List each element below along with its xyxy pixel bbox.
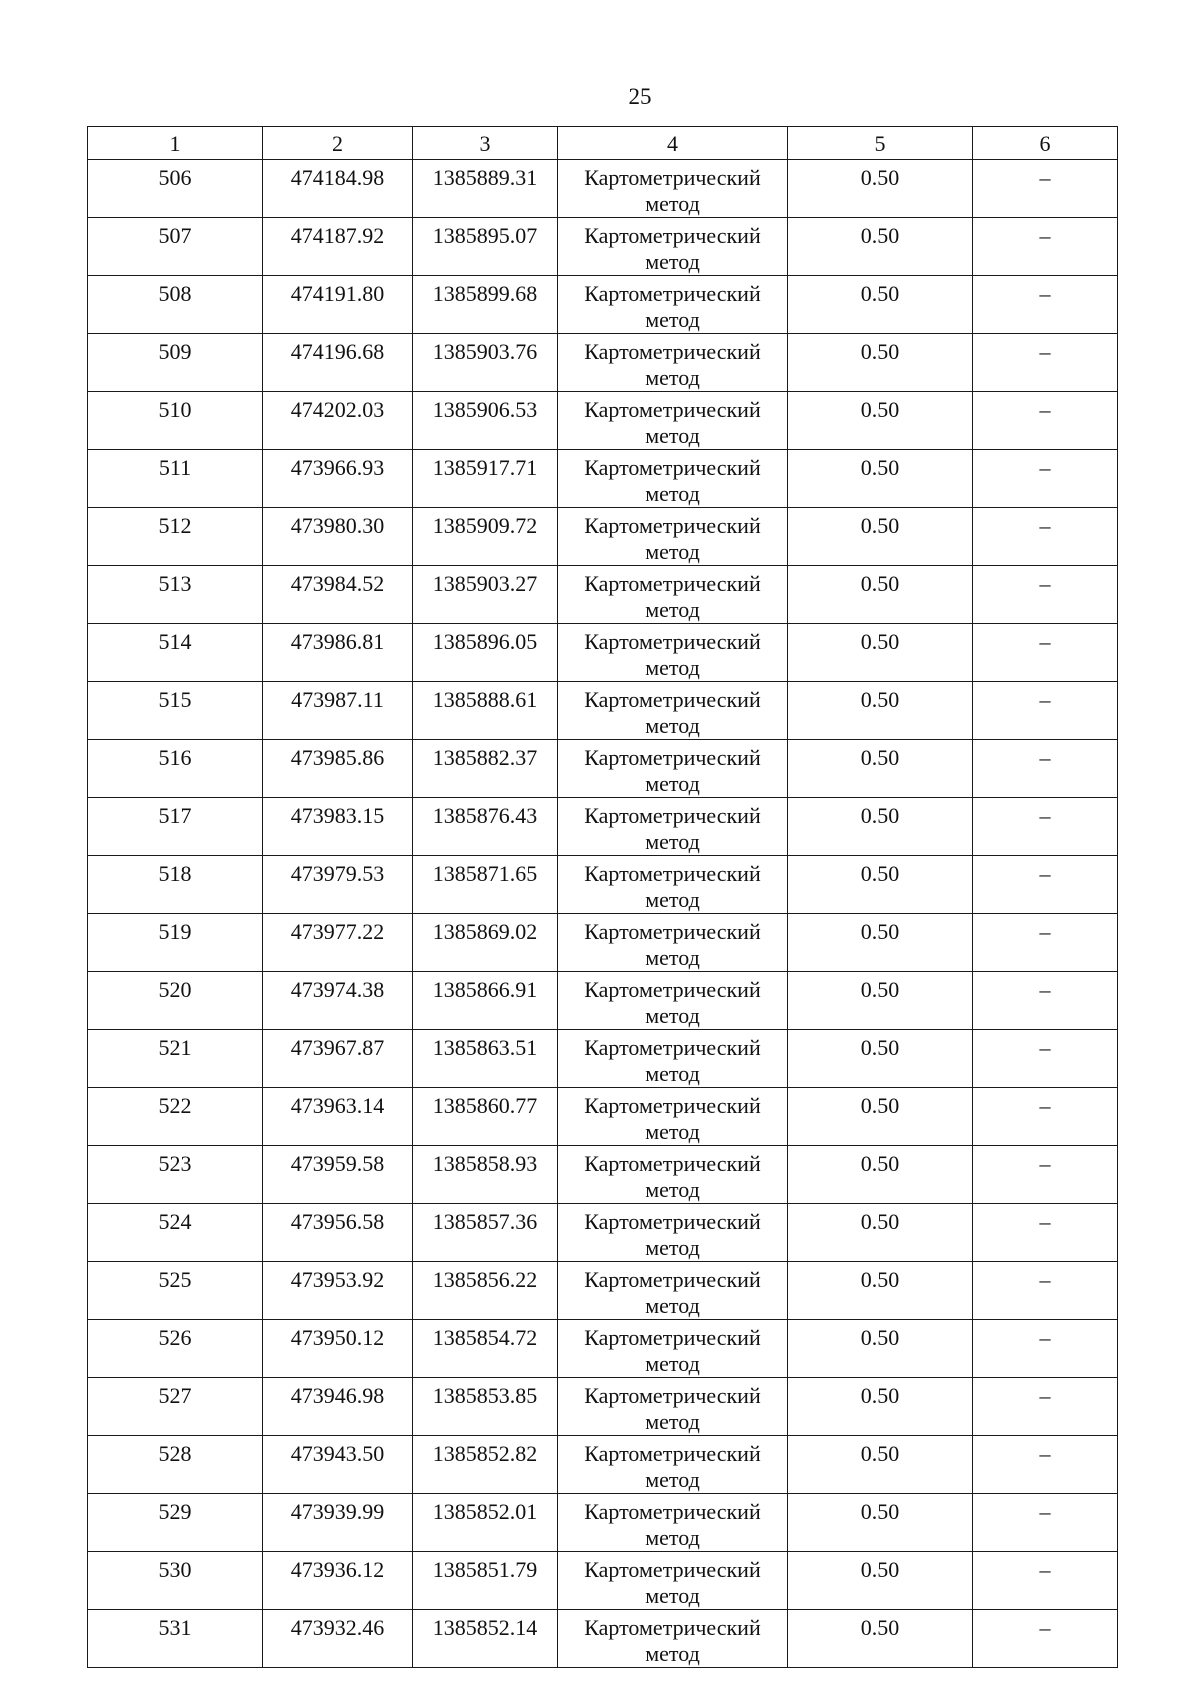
y-coordinate-cell: 1385906.53 xyxy=(413,392,558,450)
y-coordinate-cell: 1385852.01 xyxy=(413,1494,558,1552)
column-header-1: 1 xyxy=(88,127,263,160)
accuracy-cell: 0.50 xyxy=(788,392,973,450)
x-coordinate-cell: 474196.68 xyxy=(263,334,413,392)
description-cell: – xyxy=(973,334,1118,392)
description-cell: – xyxy=(973,1262,1118,1320)
description-cell: – xyxy=(973,856,1118,914)
accuracy-cell: 0.50 xyxy=(788,856,973,914)
method-line-1: Картометрический xyxy=(584,803,761,828)
x-coordinate-cell: 473977.22 xyxy=(263,914,413,972)
x-coordinate-cell: 473986.81 xyxy=(263,624,413,682)
point-number-cell: 512 xyxy=(88,508,263,566)
method-cell xyxy=(558,276,788,334)
method-cell xyxy=(558,1030,788,1088)
y-coordinate-cell: 1385876.43 xyxy=(413,798,558,856)
y-coordinate-cell: 1385869.02 xyxy=(413,914,558,972)
description-cell: – xyxy=(973,1436,1118,1494)
table-row xyxy=(88,1378,1118,1436)
page-number: 25 xyxy=(628,84,652,109)
accuracy-cell: 0.50 xyxy=(788,450,973,508)
method-line-1: Картометрический xyxy=(584,281,761,306)
method-cell xyxy=(558,740,788,798)
table-row xyxy=(88,798,1118,856)
y-coordinate-cell: 1385899.68 xyxy=(413,276,558,334)
x-coordinate-cell: 473974.38 xyxy=(263,972,413,1030)
x-coordinate-cell: 474202.03 xyxy=(263,392,413,450)
accuracy-cell: 0.50 xyxy=(788,740,973,798)
method-line-2: метод xyxy=(645,539,700,564)
y-coordinate-cell: 1385871.65 xyxy=(413,856,558,914)
method-cell xyxy=(558,1320,788,1378)
x-coordinate-cell: 473953.92 xyxy=(263,1262,413,1320)
table-row xyxy=(88,392,1118,450)
x-coordinate-cell: 473939.99 xyxy=(263,1494,413,1552)
y-coordinate-cell: 1385852.82 xyxy=(413,1436,558,1494)
description-cell: – xyxy=(973,450,1118,508)
x-coordinate-cell: 473956.58 xyxy=(263,1204,413,1262)
description-cell: – xyxy=(973,508,1118,566)
description-cell: – xyxy=(973,1494,1118,1552)
point-number-cell: 518 xyxy=(88,856,263,914)
description-cell: – xyxy=(973,566,1118,624)
table-row xyxy=(88,1494,1118,1552)
accuracy-cell: 0.50 xyxy=(788,1030,973,1088)
accuracy-cell: 0.50 xyxy=(788,1262,973,1320)
accuracy-cell: 0.50 xyxy=(788,1494,973,1552)
method-line-2: метод xyxy=(645,1409,700,1434)
point-number-cell: 526 xyxy=(88,1320,263,1378)
method-cell xyxy=(558,1610,788,1668)
method-line-2: метод xyxy=(645,1293,700,1318)
method-cell xyxy=(558,1436,788,1494)
point-number-cell: 525 xyxy=(88,1262,263,1320)
method-line-2: метод xyxy=(645,597,700,622)
description-cell: – xyxy=(973,914,1118,972)
table-row xyxy=(88,1610,1118,1668)
point-number-cell: 521 xyxy=(88,1030,263,1088)
method-line-1: Картометрический xyxy=(584,1267,761,1292)
method-line-1: Картометрический xyxy=(584,687,761,712)
table-row xyxy=(88,276,1118,334)
point-number-cell: 513 xyxy=(88,566,263,624)
table-row xyxy=(88,566,1118,624)
method-line-2: метод xyxy=(645,1177,700,1202)
point-number-cell: 517 xyxy=(88,798,263,856)
accuracy-cell: 0.50 xyxy=(788,1552,973,1610)
description-cell: – xyxy=(973,160,1118,218)
y-coordinate-cell: 1385857.36 xyxy=(413,1204,558,1262)
method-cell xyxy=(558,1204,788,1262)
method-line-1: Картометрический xyxy=(584,223,761,248)
point-number-cell: 506 xyxy=(88,160,263,218)
table-row xyxy=(88,334,1118,392)
table-row xyxy=(88,740,1118,798)
method-cell xyxy=(558,1146,788,1204)
method-cell xyxy=(558,160,788,218)
coordinates-table xyxy=(87,126,1118,1668)
point-number-cell: 514 xyxy=(88,624,263,682)
method-cell xyxy=(558,624,788,682)
description-cell: – xyxy=(973,1204,1118,1262)
method-line-1: Картометрический xyxy=(584,1209,761,1234)
method-line-2: метод xyxy=(645,945,700,970)
point-number-cell: 524 xyxy=(88,1204,263,1262)
point-number-cell: 529 xyxy=(88,1494,263,1552)
y-coordinate-cell: 1385909.72 xyxy=(413,508,558,566)
method-line-1: Картометрический xyxy=(584,629,761,654)
description-cell: – xyxy=(973,798,1118,856)
method-line-2: метод xyxy=(645,829,700,854)
y-coordinate-cell: 1385903.76 xyxy=(413,334,558,392)
accuracy-cell: 0.50 xyxy=(788,624,973,682)
accuracy-cell: 0.50 xyxy=(788,1610,973,1668)
method-line-1: Картометрический xyxy=(584,1615,761,1640)
accuracy-cell: 0.50 xyxy=(788,972,973,1030)
method-line-2: метод xyxy=(645,655,700,680)
method-cell xyxy=(558,392,788,450)
method-line-1: Картометрический xyxy=(584,513,761,538)
accuracy-cell: 0.50 xyxy=(788,682,973,740)
accuracy-cell: 0.50 xyxy=(788,914,973,972)
description-cell: – xyxy=(973,392,1118,450)
x-coordinate-cell: 473987.11 xyxy=(263,682,413,740)
method-line-1: Картометрический xyxy=(584,1151,761,1176)
x-coordinate-cell: 473966.93 xyxy=(263,450,413,508)
column-header-5: 5 xyxy=(788,127,973,160)
point-number-cell: 507 xyxy=(88,218,263,276)
column-header-4: 4 xyxy=(558,127,788,160)
x-coordinate-cell: 473985.86 xyxy=(263,740,413,798)
method-line-1: Картометрический xyxy=(584,571,761,596)
y-coordinate-cell: 1385854.72 xyxy=(413,1320,558,1378)
method-line-2: метод xyxy=(645,1003,700,1028)
method-line-1: Картометрический xyxy=(584,455,761,480)
method-cell xyxy=(558,1088,788,1146)
accuracy-cell: 0.50 xyxy=(788,508,973,566)
method-cell xyxy=(558,334,788,392)
x-coordinate-cell: 473967.87 xyxy=(263,1030,413,1088)
y-coordinate-cell: 1385917.71 xyxy=(413,450,558,508)
method-cell xyxy=(558,218,788,276)
method-cell xyxy=(558,508,788,566)
point-number-cell: 516 xyxy=(88,740,263,798)
method-line-2: метод xyxy=(645,481,700,506)
accuracy-cell: 0.50 xyxy=(788,1146,973,1204)
y-coordinate-cell: 1385851.79 xyxy=(413,1552,558,1610)
description-cell: – xyxy=(973,740,1118,798)
y-coordinate-cell: 1385888.61 xyxy=(413,682,558,740)
method-line-2: метод xyxy=(645,423,700,448)
x-coordinate-cell: 473932.46 xyxy=(263,1610,413,1668)
table-row xyxy=(88,914,1118,972)
description-cell: – xyxy=(973,1030,1118,1088)
method-line-2: метод xyxy=(645,713,700,738)
table-row xyxy=(88,972,1118,1030)
description-cell: – xyxy=(973,682,1118,740)
accuracy-cell: 0.50 xyxy=(788,1204,973,1262)
point-number-cell: 508 xyxy=(88,276,263,334)
method-cell xyxy=(558,972,788,1030)
method-line-1: Картометрический xyxy=(584,1441,761,1466)
method-line-2: метод xyxy=(645,249,700,274)
point-number-cell: 527 xyxy=(88,1378,263,1436)
point-number-cell: 531 xyxy=(88,1610,263,1668)
accuracy-cell: 0.50 xyxy=(788,1436,973,1494)
y-coordinate-cell: 1385866.91 xyxy=(413,972,558,1030)
accuracy-cell: 0.50 xyxy=(788,334,973,392)
x-coordinate-cell: 473963.14 xyxy=(263,1088,413,1146)
table-row xyxy=(88,1088,1118,1146)
method-line-1: Картометрический xyxy=(584,339,761,364)
accuracy-cell: 0.50 xyxy=(788,1378,973,1436)
method-line-2: метод xyxy=(645,1351,700,1376)
y-coordinate-cell: 1385863.51 xyxy=(413,1030,558,1088)
x-coordinate-cell: 473983.15 xyxy=(263,798,413,856)
table-row xyxy=(88,682,1118,740)
method-cell xyxy=(558,1378,788,1436)
y-coordinate-cell: 1385852.14 xyxy=(413,1610,558,1668)
description-cell: – xyxy=(973,218,1118,276)
accuracy-cell: 0.50 xyxy=(788,276,973,334)
x-coordinate-cell: 473959.58 xyxy=(263,1146,413,1204)
x-coordinate-cell: 474191.80 xyxy=(263,276,413,334)
method-line-1: Картометрический xyxy=(584,1093,761,1118)
method-line-1: Картометрический xyxy=(584,1325,761,1350)
method-line-1: Картометрический xyxy=(584,745,761,770)
method-cell xyxy=(558,566,788,624)
header-row xyxy=(88,127,1118,160)
method-line-1: Картометрический xyxy=(584,165,761,190)
method-line-1: Картометрический xyxy=(584,1499,761,1524)
y-coordinate-cell: 1385889.31 xyxy=(413,160,558,218)
table-header xyxy=(88,127,1118,160)
method-line-2: метод xyxy=(645,1525,700,1550)
accuracy-cell: 0.50 xyxy=(788,1088,973,1146)
method-line-2: метод xyxy=(645,1061,700,1086)
description-cell: – xyxy=(973,1088,1118,1146)
method-line-1: Картометрический xyxy=(584,861,761,886)
table-body xyxy=(88,160,1118,1668)
method-line-2: метод xyxy=(645,1235,700,1260)
method-line-2: метод xyxy=(645,307,700,332)
description-cell: – xyxy=(973,624,1118,682)
method-line-1: Картометрический xyxy=(584,977,761,1002)
method-line-2: метод xyxy=(645,1583,700,1608)
method-line-1: Картометрический xyxy=(584,919,761,944)
point-number-cell: 523 xyxy=(88,1146,263,1204)
x-coordinate-cell: 473984.52 xyxy=(263,566,413,624)
accuracy-cell: 0.50 xyxy=(788,160,973,218)
table-row xyxy=(88,218,1118,276)
description-cell: – xyxy=(973,276,1118,334)
table-row xyxy=(88,1262,1118,1320)
method-cell xyxy=(558,856,788,914)
table-row xyxy=(88,1552,1118,1610)
method-line-1: Картометрический xyxy=(584,1383,761,1408)
point-number-cell: 519 xyxy=(88,914,263,972)
point-number-cell: 515 xyxy=(88,682,263,740)
accuracy-cell: 0.50 xyxy=(788,218,973,276)
method-cell xyxy=(558,914,788,972)
method-line-1: Картометрический xyxy=(584,1035,761,1060)
point-number-cell: 528 xyxy=(88,1436,263,1494)
table-row xyxy=(88,508,1118,566)
column-header-3: 3 xyxy=(413,127,558,160)
description-cell: – xyxy=(973,1610,1118,1668)
method-line-2: метод xyxy=(645,191,700,216)
description-cell: – xyxy=(973,972,1118,1030)
y-coordinate-cell: 1385853.85 xyxy=(413,1378,558,1436)
method-line-1: Картометрический xyxy=(584,397,761,422)
accuracy-cell: 0.50 xyxy=(788,566,973,624)
table-row xyxy=(88,1320,1118,1378)
method-cell xyxy=(558,1552,788,1610)
column-header-6: 6 xyxy=(973,127,1118,160)
method-line-1: Картометрический xyxy=(584,1557,761,1582)
description-cell: – xyxy=(973,1146,1118,1204)
x-coordinate-cell: 473936.12 xyxy=(263,1552,413,1610)
method-line-2: метод xyxy=(645,1119,700,1144)
point-number-cell: 520 xyxy=(88,972,263,1030)
method-line-2: метод xyxy=(645,1467,700,1492)
point-number-cell: 509 xyxy=(88,334,263,392)
table-row xyxy=(88,1436,1118,1494)
point-number-cell: 511 xyxy=(88,450,263,508)
point-number-cell: 522 xyxy=(88,1088,263,1146)
table-row xyxy=(88,624,1118,682)
table-row xyxy=(88,1204,1118,1262)
description-cell: – xyxy=(973,1320,1118,1378)
method-line-2: метод xyxy=(645,365,700,390)
table-row xyxy=(88,450,1118,508)
table-row xyxy=(88,856,1118,914)
y-coordinate-cell: 1385895.07 xyxy=(413,218,558,276)
y-coordinate-cell: 1385896.05 xyxy=(413,624,558,682)
method-cell xyxy=(558,1262,788,1320)
table-row xyxy=(88,160,1118,218)
table-row xyxy=(88,1146,1118,1204)
x-coordinate-cell: 473979.53 xyxy=(263,856,413,914)
x-coordinate-cell: 474187.92 xyxy=(263,218,413,276)
y-coordinate-cell: 1385858.93 xyxy=(413,1146,558,1204)
point-number-cell: 530 xyxy=(88,1552,263,1610)
y-coordinate-cell: 1385903.27 xyxy=(413,566,558,624)
column-header-2: 2 xyxy=(263,127,413,160)
method-line-2: метод xyxy=(645,1641,700,1666)
accuracy-cell: 0.50 xyxy=(788,798,973,856)
x-coordinate-cell: 473946.98 xyxy=(263,1378,413,1436)
x-coordinate-cell: 474184.98 xyxy=(263,160,413,218)
table-row xyxy=(88,1030,1118,1088)
y-coordinate-cell: 1385856.22 xyxy=(413,1262,558,1320)
method-cell xyxy=(558,1494,788,1552)
method-line-2: метод xyxy=(645,887,700,912)
x-coordinate-cell: 473943.50 xyxy=(263,1436,413,1494)
accuracy-cell: 0.50 xyxy=(788,1320,973,1378)
y-coordinate-cell: 1385860.77 xyxy=(413,1088,558,1146)
x-coordinate-cell: 473950.12 xyxy=(263,1320,413,1378)
description-cell: – xyxy=(973,1378,1118,1436)
y-coordinate-cell: 1385882.37 xyxy=(413,740,558,798)
method-line-2: метод xyxy=(645,771,700,796)
method-cell xyxy=(558,682,788,740)
method-cell xyxy=(558,798,788,856)
x-coordinate-cell: 473980.30 xyxy=(263,508,413,566)
method-cell xyxy=(558,450,788,508)
description-cell: – xyxy=(973,1552,1118,1610)
point-number-cell: 510 xyxy=(88,392,263,450)
